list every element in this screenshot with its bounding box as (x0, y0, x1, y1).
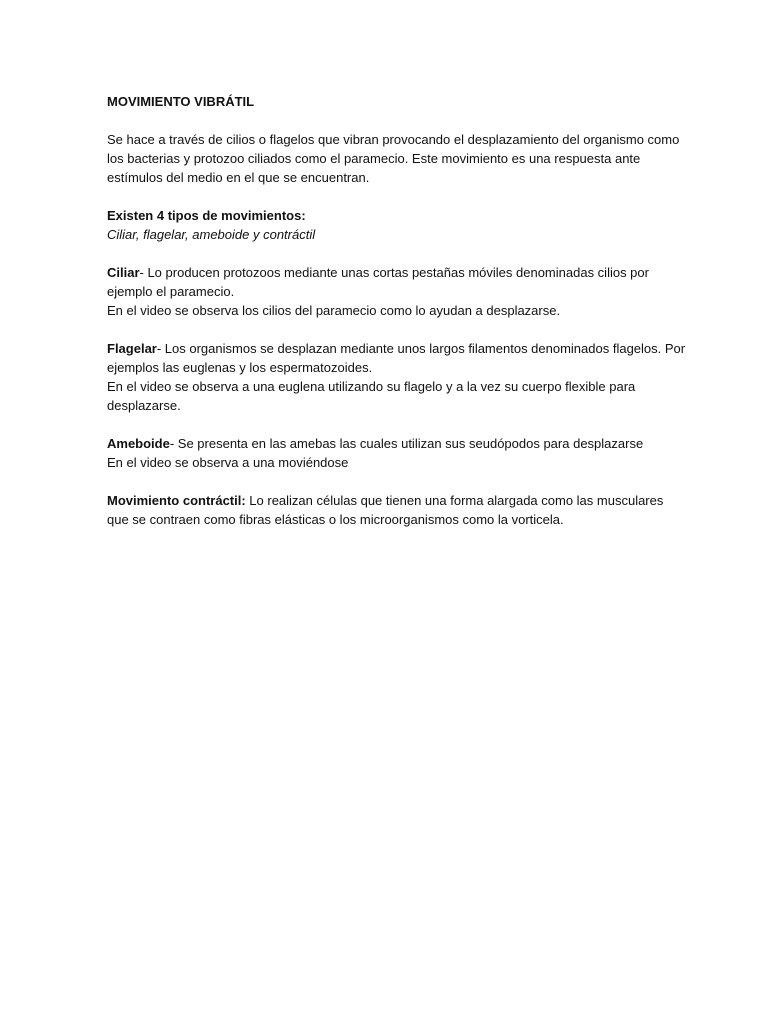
contractil-text: Lo realizan células que tienen una forma alargada como las musculares que se contraen como fibras elásticas o los microorganismos como la vorticela. (107, 493, 664, 527)
flagelar-text: - Los organismos se desplazan mediante unos largos filamentos denominados flagelos. Por ejemplos las euglenas y los espermatozoides. (107, 341, 686, 375)
types-heading: Existen 4 tipos de movimientos: (107, 208, 306, 223)
ameboide-text: - Se presenta en las amebas las cuales utilizan sus seudópodos para desplazarse (169, 436, 644, 451)
intro-paragraph: Se hace a través de cilios o flagelos que vibran provocando el desplazamiento del organismo como los bacterias y protozoo ciliados como el paramecio. Este movimiento es una respuesta ante estímulos del medio en el que se encuentran. (107, 132, 680, 185)
flagelar-section (107, 339, 687, 415)
ciliar-text: - Lo producen protozoos mediante unas cortas pestañas móviles denominadas cilios por ejemplo el paramecio. (107, 265, 649, 299)
types-list: Ciliar, flagelar, ameboide y contráctil (107, 227, 316, 242)
contractil-paragraph (107, 491, 687, 529)
ciliar-paragraph (107, 263, 687, 301)
ameboide-paragraph (107, 434, 687, 453)
document-page (107, 92, 687, 548)
contractil-section (107, 491, 687, 529)
flagelar-term: Flagelar (107, 341, 157, 356)
ciliar-video-note: En el video se observa los cilios del paramecio como lo ayudan a desplazarse. (107, 303, 561, 318)
ameboide-video-note: En el video se observa a una moviéndose (107, 455, 349, 470)
types-block (107, 206, 687, 244)
intro-block (107, 130, 687, 187)
ameboide-section (107, 434, 687, 472)
flagelar-video-note: En el video se observa a una euglena utilizando su flagelo y a la vez su cuerpo flexible para desplazarse. (107, 379, 636, 413)
document-title: MOVIMIENTO VIBRÁTIL (107, 94, 255, 109)
title-block (107, 92, 687, 111)
ameboide-term: Ameboide (107, 436, 170, 451)
flagelar-paragraph (107, 339, 687, 377)
contractil-term: Movimiento contráctil: (107, 493, 246, 508)
ciliar-section (107, 263, 687, 320)
ciliar-term: Ciliar (107, 265, 140, 280)
